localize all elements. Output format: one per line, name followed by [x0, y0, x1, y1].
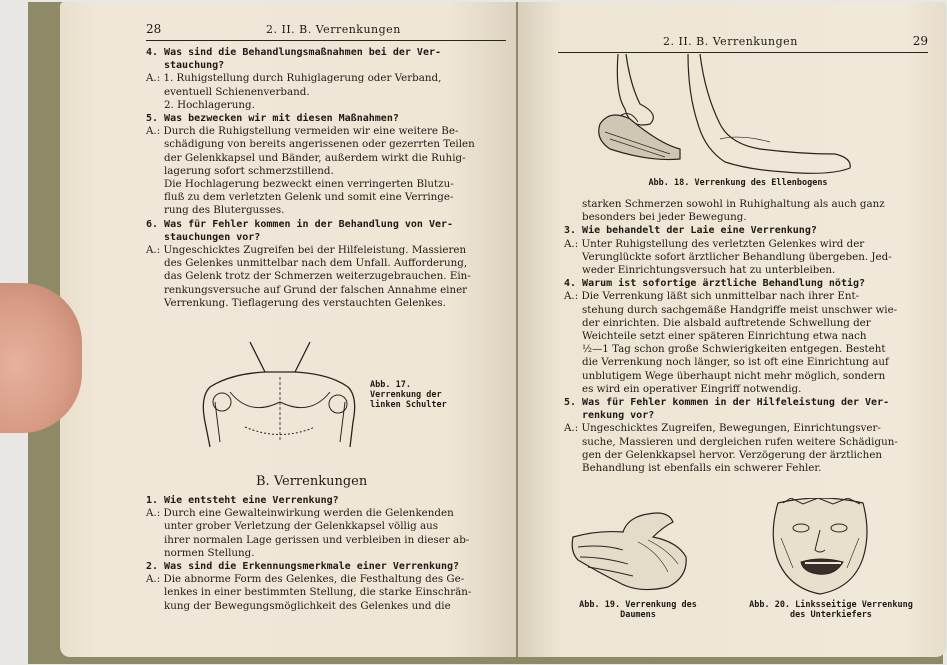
question-line: stauchung? — [164, 60, 225, 72]
text-line: eventuell Schienenverband. — [164, 85, 310, 98]
caption-line: Abb. 19. Verrenkung des — [579, 600, 697, 610]
left-page — [60, 2, 516, 657]
caption-line: linken Schulter — [370, 400, 447, 410]
text-line: normen Stellung. — [164, 546, 255, 559]
elbow-dislocation-figure — [570, 54, 860, 176]
text-line: des Gelenkes unmittelbar nach dem Unfall. Aufforderung, — [164, 257, 468, 270]
text-line: ihrer normalen Lage gerissen und verbleiben in dieser ab- — [164, 533, 470, 546]
text-line: A.: 1. Ruhigstellung durch Ruhiglagerung oder Verband, — [146, 72, 442, 85]
text-line: unblutigem Wege überhaupt nicht mehr möglich, sondern — [582, 369, 886, 382]
text-line: A.: Die Verrenkung läßt sich unmittelbar nach ihrer Ent- — [564, 290, 860, 303]
caption-line: Abb. 20. Linksseitige Verrenkung — [749, 600, 913, 610]
text-line: der einrichten. Die alsbald auftretende Schwellung der — [582, 316, 871, 329]
text-line: lagerung sofort schmerzstillend. — [164, 164, 334, 177]
left-running-header — [146, 20, 506, 41]
text-line: A.: Durch eine Gewalteinwirkung werden die Gelenkenden — [146, 507, 454, 520]
figure-19-caption — [558, 600, 718, 620]
page-number: 28 — [146, 22, 162, 36]
right-text-questions — [564, 198, 934, 475]
right-page — [518, 2, 946, 657]
open-book — [28, 2, 943, 664]
figure-20-caption — [736, 600, 926, 620]
caption-line: des Unterkiefers — [790, 610, 872, 620]
text-line: suche, Massieren und dergleichen rufen weitere Schädigun- — [582, 435, 898, 448]
thumb-dislocation-figure — [568, 502, 693, 594]
text-line: Verrenkung. Tieflagerung des verstauchten Gelenkes. — [164, 296, 446, 309]
text-line: besonders bei jeder Bewegung. — [582, 211, 747, 224]
text-line: schädigung von bereits angerissenen oder gezerrten Teilen — [164, 138, 475, 151]
text-line: unter grober Verletzung der Gelenkkapsel völlig aus — [164, 520, 439, 533]
question-line: 1. Wie entsteht eine Verrenkung? — [146, 495, 339, 506]
text-line: ½—1 Tag schon große Schwierigkeiten entgegen. Besteht — [582, 343, 886, 356]
text-line: gen der Gelenkkapsel hervor. Verzögerung der ärztlichen — [582, 448, 883, 461]
text-line: stehung durch sachgemäße Handgriffe meist unschwer wie- — [582, 303, 898, 316]
question-line: 2. Was sind die Erkennungsmerkmale einer Verrenkung? — [146, 561, 460, 573]
running-head: 2. II. B. Verrenkungen — [663, 35, 798, 48]
caption-line: Daumens — [620, 610, 656, 620]
question-line: renkung vor? — [582, 410, 655, 422]
text-line: fluß zu dem verletzten Gelenk und somit eine Verringe- — [164, 191, 454, 204]
question-line: 3. Wie behandelt der Laie eine Verrenkung? — [564, 225, 817, 237]
text-line: 2. Hochlagerung. — [164, 98, 255, 111]
text-line: lenkes in einer bestimmten Stellung, die starke Einschrän- — [164, 586, 472, 599]
text-line: A.: Ungeschicktes Zugreifen bei der Hilfeleistung. Massieren — [146, 244, 467, 257]
right-running-header — [558, 32, 928, 53]
left-text-questions — [146, 46, 506, 310]
text-line: Die Hochlagerung bezweckt einen verringerten Blutzu- — [164, 178, 454, 191]
text-line: Verunglückte sofort ärztlicher Behandlung übergeben. Jed- — [582, 250, 892, 263]
text-line: A.: Die abnorme Form des Gelenkes, die Festhaltung des Ge- — [146, 573, 465, 586]
text-line: das Gelenk trotz der Schmerzen weiterzugebrauchen. Ein- — [164, 270, 471, 283]
figure-17-caption — [370, 380, 447, 410]
caption-line: Verrenkung der — [370, 390, 442, 400]
text-line: es wird ein operativer Eingriff notwendig. — [582, 382, 802, 395]
text-line: kung der Bewegungsmöglichkeit des Gelenkes und die — [164, 599, 451, 612]
question-line: 6. Was für Fehler kommen in der Behandlung von Ver- — [146, 218, 454, 230]
text-line: A.: Unter Ruhigstellung des verletzten Gelenkes wird der — [564, 237, 865, 250]
left-text-section-b — [146, 494, 506, 613]
page-number: 29 — [912, 34, 928, 48]
question-line: 4. Was sind die Behandlungsmaßnahmen bei der Ver- — [146, 47, 442, 58]
question-line: 4. Warum ist sofortige ärztliche Behandlung nötig? — [564, 278, 866, 290]
caption-line: Abb. 17. — [370, 380, 411, 390]
jaw-dislocation-figure — [763, 498, 878, 596]
question-line: stauchungen vor? — [164, 231, 261, 243]
question-line: 5. Was für Fehler kommen in der Hilfeleistung der Ver- — [564, 397, 890, 409]
question-line: 5. Was bezwecken wir mit diesen Maßnahmen? — [146, 113, 399, 125]
figure-18-caption: Abb. 18. Verrenkung des Ellenbogens — [648, 178, 828, 188]
running-head: 2. II. B. Verrenkungen — [266, 23, 401, 36]
shoulder-dislocation-figure — [190, 332, 370, 452]
text-line: A.: Durch die Ruhigstellung vermeiden wir eine weitere Be- — [146, 125, 459, 138]
text-line: der Gelenkkapsel und Bänder, außerdem wirkt die Ruhig- — [164, 151, 466, 164]
text-line: die Verrenkung noch länger, so ist oft eine Einrichtung auf — [582, 356, 889, 369]
text-line: Weichteile setzt einer späteren Einrichtung etwa nach — [582, 330, 867, 343]
text-line: A.: Ungeschicktes Zugreifen, Bewegungen, Einrichtungsver- — [564, 422, 881, 435]
text-line: renkungsversuche auf Grund der falschen Annahme einer — [164, 283, 468, 296]
section-title: B. Verrenkungen — [256, 474, 368, 489]
text-line: rung des Blutergusses. — [164, 204, 285, 217]
text-line: starken Schmerzen sowohl in Ruhighaltung als auch ganz — [582, 198, 885, 210]
text-line: Behandlung ist ebenfalls ein schwerer Fehler. — [582, 462, 822, 475]
text-line: weder Einrichtungsversuch hat zu unterbleiben. — [582, 264, 836, 277]
